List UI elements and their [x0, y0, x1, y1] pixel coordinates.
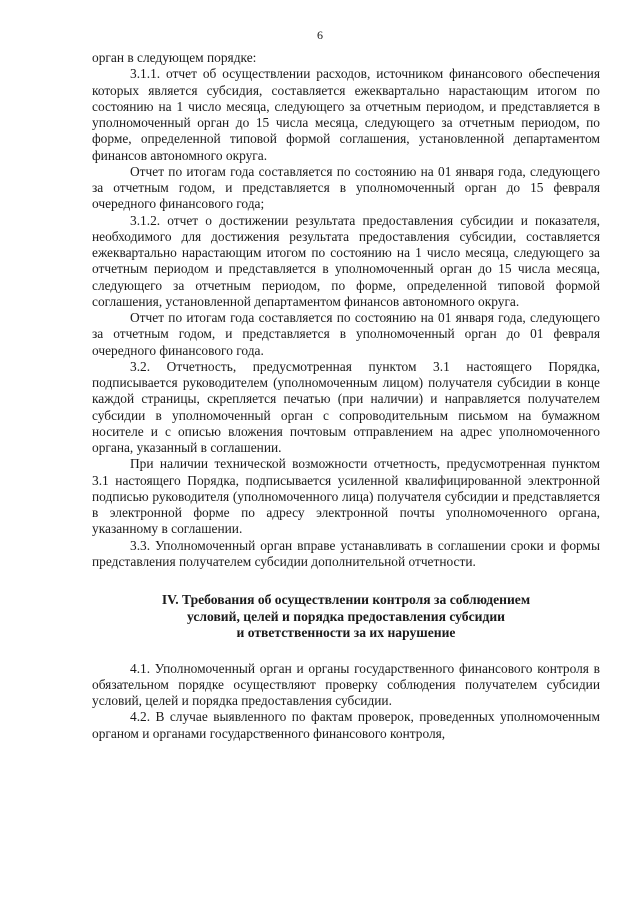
paragraph-3-3: 3.3. Уполномоченный орган вправе устанавливать в соглашении сроки и формы представления получателем субсидии дополнительной отчетности. — [92, 537, 600, 569]
paragraph-annual-report-results: Отчет по итогам года составляется по состоянию на 01 января года, следующего за отчетным годом, и представляется в уполномоченный орган до 01 февраля очередного финансового года. — [92, 310, 600, 358]
paragraph-annual-report-expenses: Отчет по итогам года составляется по состоянию на 01 января года, следующего за отчетным годом, и представляется в уполномоченный орган до 15 февраля очередного финансового года; — [92, 163, 600, 212]
page-number: 6 — [317, 28, 323, 42]
section-heading-line-1: IV. Требования об осуществлении контроля за соблюдением — [161, 592, 531, 607]
paragraph-electronic-submission: При наличии технической возможности отчетность, предусмотренная пунктом 3.1 настоящего Порядка, подписывается усиленной квалифицированной электронной подписью руководителя (уполномоченного лица) получателя субсидии и представляется в электронной форме по адресу электронной почты уполномоченного органа, указанному в соглашении. — [92, 456, 600, 537]
section-heading — [92, 592, 600, 642]
paragraph-4-2: 4.2. В случае выявленного по фактам проверок, проведенных уполномоченным органом и органами государственного финансового контроля, — [92, 709, 600, 741]
section-heading-line-3: и ответственности за их нарушение — [236, 625, 456, 640]
paragraph-4-1: 4.1. Уполномоченный орган и органы государственного финансового контроля в обязательном порядке осуществляют проверку соблюдения получателем субсидии условий, целей и порядка предоставления субсидии. — [92, 660, 600, 708]
paragraph-3-1-1: 3.1.1. отчет об осуществлении расходов, источником финансового обеспечения которых является субсидия, составляется ежеквартально нарастающим итогом по состоянию на 1 число месяца, следующего за отчетным периодом, и представляется в уполномоченный орган до 15 числа месяца, следующего за отчетным периодом, по форме, определенной типовой формой соглашения, установленной департаментом финансов автономного округа. — [92, 66, 600, 163]
document-body — [92, 50, 600, 742]
paragraph-3-2: 3.2. Отчетность, предусмотренная пунктом 3.1 настоящего Порядка, подписывается руководителем (уполномоченным лицом) получателя субсидии в конце каждой страницы, скрепляется печатью (при наличии) и направляется получателем субсидии в уполномоченный орган с сопроводительным письмом на бумажном носителе и с описью вложения почтовым отправлением на адрес уполномоченного органа, указанный в соглашении. — [92, 358, 600, 455]
paragraph-3-1-2: 3.1.2. отчет о достижении результата предоставления субсидии и показателя, необходимого для достижения результата предоставления субсидии, составляется ежеквартально нарастающим итогом по состоянию на 1 число месяца, следующего за отчетным периодом и представляется в уполномоченный орган до 15 числа месяца, следующего за отчетным периодом, по форме, определенной типовой формой соглашения, установленной департаментом финансов автономного округа. — [92, 212, 600, 309]
paragraph-continuation: орган в следующем порядке: — [92, 50, 257, 65]
section-heading-line-2: условий, целей и порядка предоставления субсидии — [186, 608, 506, 624]
